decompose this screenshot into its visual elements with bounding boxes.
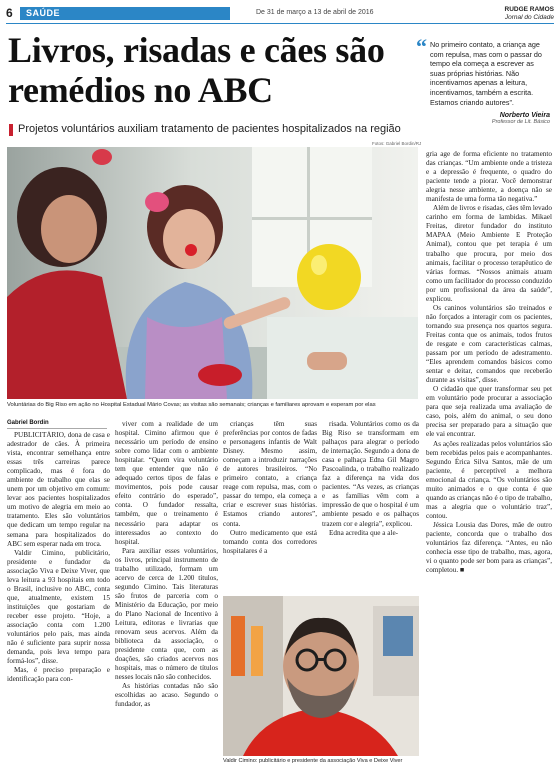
paragraph: PUBLICITÁRIO, dona de casa e adestrador de cães. À primeira vista, encontrar semelhança entre essas três carreiras parece complicado, mas é fora do ambiente de trabalho que elas se unem por um objetivo em comum: levar aos pacientes hospitalizados um motivo de alegria em meio ao tratamento. Eles são voluntários que dedicam um tempo regular na semana para hospitalizados do ABC sem esperar nada em troca. <box>7 431 110 548</box>
photo2-caption: Valdir Cimino: publicitário e presidente da associação Viva e Deixe Viver <box>223 758 403 764</box>
paragraph: viver com a realidade de um hospital. Cimino afirmou que é necessário um período de ensino sobre como lidar com o ambiente hospitalar. “Quem vira voluntário tem que entender que não é adequado certos tipos de falas e movimentos, pois pode causar efeito contrário do esperado”, conta. O fundador ressalta, também, que o treinamento é necessário para adaptar os interessados ao contexto do hospital. <box>115 420 218 546</box>
paragraph: Outro medicamento que está tomando conta dos corredores hospitalares é a <box>223 528 317 555</box>
paragraph: gria age de forma eficiente no tratamento das crianças. “Um ambiente onde a tristeza e a depressão é frequente, o quadro do paciente tende a piorar. Você demonstrar alegria nesse ambiente, a doença não se manifesta de uma forma tão negativa.” <box>426 150 552 204</box>
photo1-caption: Voluntárias do Big Riso em ação no Hospital Estadual Mário Covas; as visitas são semanais; crianças e familiares aprovam e esperam por elas <box>7 402 376 408</box>
pull-quote <box>416 34 550 126</box>
paragraph: O cidadão que quer transformar seu pet em voluntário pode procurar a associação para que seja realizada uma avaliação de caso, pois, além do animal, o seu dono precisa ser preparado para a situação que ele vai encontrar. <box>426 385 552 439</box>
quote-mark-icon: “ <box>416 34 427 59</box>
paragraph: Edna acredita que a ale- <box>329 528 399 537</box>
photo-credit: Fotos: Gabriel Bordin/RJ <box>372 141 422 146</box>
byline-rule <box>7 428 107 429</box>
subheadline-marker <box>9 124 13 136</box>
article-column-4 <box>322 420 419 592</box>
section-label: SAÚDE <box>26 8 61 18</box>
clown-photo-illustration <box>7 147 418 399</box>
page-header <box>6 6 554 22</box>
portrait-photo-illustration <box>223 596 419 756</box>
article-column-3 <box>223 420 317 592</box>
pull-quote-text: No primeiro contato, a criança age com repulsa, mas com o passar do tempo ela começa a escrever as suas próprias histórias. Não incentivamos apenas a leitura, incentivamos, também a escrita. Estamos criando autores”. <box>430 40 542 107</box>
issue-date: De 31 de março a 13 de abril de 2016 <box>256 9 374 16</box>
paragraph: As ações realizadas pelos voluntários são bem recebidas pelos pais e acompanhantes. Segundo Érica Silva Santos, mãe de um paciente, é perceptível a melhora emocional da criança. “Os voluntários são muito animados e o que conta é que quando as crianças não é o tipo de trabalho, mas a alegria que o voluntário traz”, contou. <box>426 439 552 520</box>
publication-subtitle: Jornal do Cidade <box>504 14 554 21</box>
subheadline: Projetos voluntários auxiliam tratamento de pacientes hospitalizados na região <box>18 123 401 135</box>
publication-name <box>505 6 554 22</box>
headline: Livros, risadas e cães são remédios no ABC <box>8 30 385 110</box>
header-rule <box>6 23 554 24</box>
paragraph: Mas, é preciso preparação e identificação para con- <box>7 666 110 684</box>
paragraph: crianças têm suas preferências por contos de fadas e personagens infantis de Walt Disney. Mesmo assim, começam a introduzir narrações de autores brasileiros. “No primeiro contato, a criança reage com repulsa, mas, com o passar do tempo, ela começa a criar e escrever suas histórias. Estamos criando autores”, conta. <box>223 420 317 528</box>
photo-clown-volunteers <box>7 147 418 399</box>
article-column-2 <box>115 420 218 770</box>
paragraph: Os caninos voluntários são treinados e não forçados a interagir com os pacientes, tornando sua presença nos quartos segura. Freitas conta que os animais, todos frutos de resgate e com características calmas, passam por um período de adestramento. “Eles aprendem comandos básicos como sentar e deitar, comandos que receberão durante as visitas”, disse. <box>426 303 552 385</box>
paragraph: Além de livros e risadas, cães têm levado carinho em forma de lambidas. Mikael Freitas, diretor fundador do instituto MAPAA (Meio Ambiente E Proteção Animal), contou que pet terapia é um trabalho que procura, por meio dos animais, facilitar o processo terapêutico de várias formas. “Nossos animais atuam como um facilitador do processo conduzido por um profissional da área da saúde”, explicou. <box>426 204 552 303</box>
paragraph: risada. Voluntários como os da Big Riso se transformam em palhaços para alegrar o período de internação. Segundo a dona de casa e palhaça Edna Gil Magro Pascoalinda, o trabalho realizado faz a diferença na vida dos pacientes. “As vezes, as crianças e as famílias vêm com a impressão de que o hospital é um ambiente pesado e os palhaços trazem cor e alegria”, explicou. <box>322 420 419 528</box>
paragraph: Valdir Cimino, publicitário, presidente e fundador da associação Viva e Deixe Viver, que leva leitura a 93 hospitais em todo o Brasil, inclusive no ABC, conta que, atualmente, existem 15 instituições que gostariam de receber esse projeto. “Hoje, a associação conta com 1.200 voluntários pelo país, mas ainda não é suficiente para suprir nossa demanda, pois leva tempo para formá-los”, disse. <box>7 548 110 666</box>
byline: Gabriel Bordin <box>7 420 49 426</box>
page-number: 6 <box>6 6 13 20</box>
paragraph: Para auxiliar esses voluntários, os livros, principal instrumento de trabalho utilizado, formam um acervo de cerca de 1.200 títulos, segundo Cimino. Tais literaturas são frutos de parceria com o Ministério da Educação, por meio do Plano Nacional de Incentivo à Leitura, editoras e livrarias que renovam seus acervos. Além da biblioteca da associação, o presidente conta que, com as doações, são criados acervos nos hospitais, mas o número de títulos nesses locais não são conhecidos. <box>115 546 218 682</box>
pull-quote-role: Professor de Lit. Básico <box>491 119 550 126</box>
article-column-1 <box>7 431 110 771</box>
paragraph: As histórias contadas não são escolhidas ao acaso. Segundo o fundador, as <box>115 682 218 709</box>
publication-title: RUDGE RAMOS <box>504 6 554 13</box>
article-column-5 <box>426 150 552 770</box>
photo-valdir-cimino <box>223 596 419 756</box>
paragraph: Jéssica Lousia das Dores, mãe de outro paciente, concorda que o trabalho dos voluntários faz diferença. “Antes, eu não conhecia esse tipo de trabalho, mas, agora, vi o quanto pode ser bom para as crianças”, completou. ■ <box>426 520 552 575</box>
section-banner <box>20 7 230 20</box>
pull-quote-author: Norberto Vieira <box>499 112 550 120</box>
